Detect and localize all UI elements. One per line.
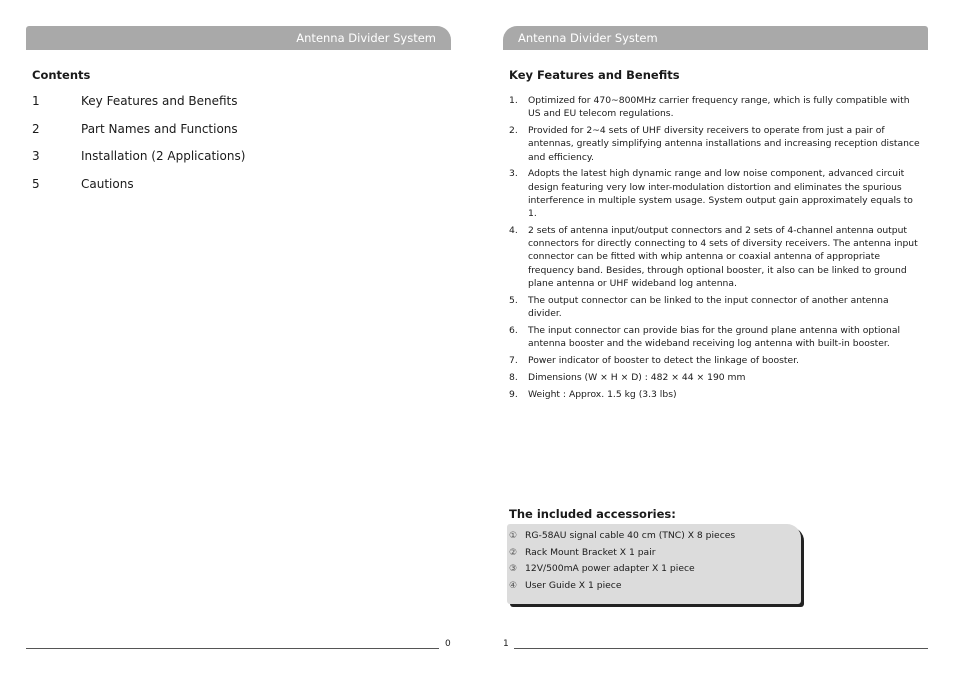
feature-item: [509, 124, 924, 164]
accessories-title: The included accessories:: [509, 507, 676, 521]
feature-number: 6.: [509, 324, 518, 336]
toc-item-number: 1: [32, 94, 40, 108]
feature-item: [509, 294, 924, 320]
feature-number: 9.: [509, 388, 518, 400]
features-list: [509, 94, 924, 404]
feature-text: Weight : Approx. 1.5 kg (3.3 lbs): [528, 388, 677, 400]
accessory-text: RG-58AU signal cable 40 cm (TNC) X 8 pieces: [525, 530, 736, 541]
toc-item-number: 2: [32, 121, 40, 136]
feature-text: Power indicator of booster to detect the linkage of booster.: [528, 354, 799, 366]
feature-number: 7.: [509, 354, 518, 366]
toc-item[interactable]: [32, 177, 245, 205]
feature-number: 5.: [509, 294, 518, 306]
right-page-number: 1: [503, 639, 509, 649]
feature-item: [509, 324, 924, 350]
feature-number: 8.: [509, 371, 518, 383]
contents-title: Contents: [32, 68, 91, 82]
toc-item[interactable]: [32, 94, 245, 122]
feature-item: [509, 224, 924, 290]
toc-item-number: 3: [32, 149, 40, 164]
table-of-contents: [32, 94, 245, 205]
accessory-item: [509, 545, 735, 562]
circled-number-icon: ④: [509, 580, 518, 591]
right-page-header: [503, 26, 928, 50]
accessories-list: [509, 528, 735, 594]
features-title: Key Features and Benefits: [509, 68, 680, 82]
toc-item[interactable]: [32, 122, 245, 150]
left-footer-rule: [26, 648, 439, 649]
circled-number-icon: ②: [509, 547, 518, 558]
left-page-header: [26, 26, 451, 50]
feature-item: [509, 167, 924, 220]
toc-item-title: Installation (2 Applications): [81, 149, 246, 164]
accessory-text: User Guide X 1 piece: [525, 579, 622, 591]
toc-item-title: Part Names and Functions: [81, 121, 238, 136]
toc-item-number: 5: [32, 177, 40, 192]
accessory-item: [509, 578, 735, 595]
toc-item-title: Key Features and Benefits: [81, 94, 238, 108]
right-footer-rule: [514, 648, 928, 649]
circled-number-icon: ①: [509, 531, 518, 541]
accessory-text: Rack Mount Bracket X 1 pair: [525, 546, 656, 558]
feature-text: The output connector can be linked to the input connector of another antenna divider.: [528, 294, 889, 319]
feature-number: 2.: [509, 125, 518, 137]
feature-number: 4.: [509, 224, 518, 236]
accessory-item: [509, 528, 735, 545]
feature-item: [509, 388, 924, 401]
feature-item: [509, 94, 924, 120]
left-page-number: 0: [445, 639, 451, 649]
accessory-text: 12V/500mA power adapter X 1 piece: [525, 563, 695, 575]
right-header-title: Antenna Divider System: [518, 31, 658, 45]
feature-text: Provided for 2~4 sets of UHF diversity receivers to operate from just a pair of antennas, greatly simplifying antenna installations and increasing reception distance and efficiency.: [528, 125, 920, 163]
feature-text: Optimized for 470~800MHz carrier frequency range, which is fully compatible with US and EU telecom regulations.: [528, 95, 910, 120]
toc-item-title: Cautions: [81, 177, 134, 192]
feature-text: Dimensions (W × H × D) : 482 × 44 × 190 mm: [528, 371, 746, 383]
toc-item[interactable]: [32, 149, 245, 177]
accessory-item: [509, 561, 735, 578]
left-header-title: Antenna Divider System: [296, 31, 436, 45]
feature-item: [509, 354, 924, 367]
feature-text: Adopts the latest high dynamic range and low noise component, advanced circuit design featuring very low inter-modulation distortion and eliminates the spurious interference in multiple system usage. System output gain approximately equals to 1.: [528, 168, 913, 219]
circled-number-icon: ③: [509, 564, 518, 575]
accessories-box: [507, 524, 801, 604]
feature-text: The input connector can provide bias for the ground plane antenna with optional antenna booster and the wideband receiving log antenna with built-in booster.: [528, 324, 901, 349]
feature-number: 1.: [509, 95, 518, 106]
feature-text: 2 sets of antenna input/output connectors and 2 sets of 4-channel antenna output connectors for directly connecting to 4 sets of diversity receivers. The antenna input connector can be fitted with whip antenna or coaxial antenna of appropriate frequency band. Besides, through optional booster, it also can be linked to ground plane antenna or UHF wideband log antenna.: [528, 224, 918, 289]
feature-number: 3.: [509, 168, 518, 180]
feature-item: [509, 371, 924, 384]
